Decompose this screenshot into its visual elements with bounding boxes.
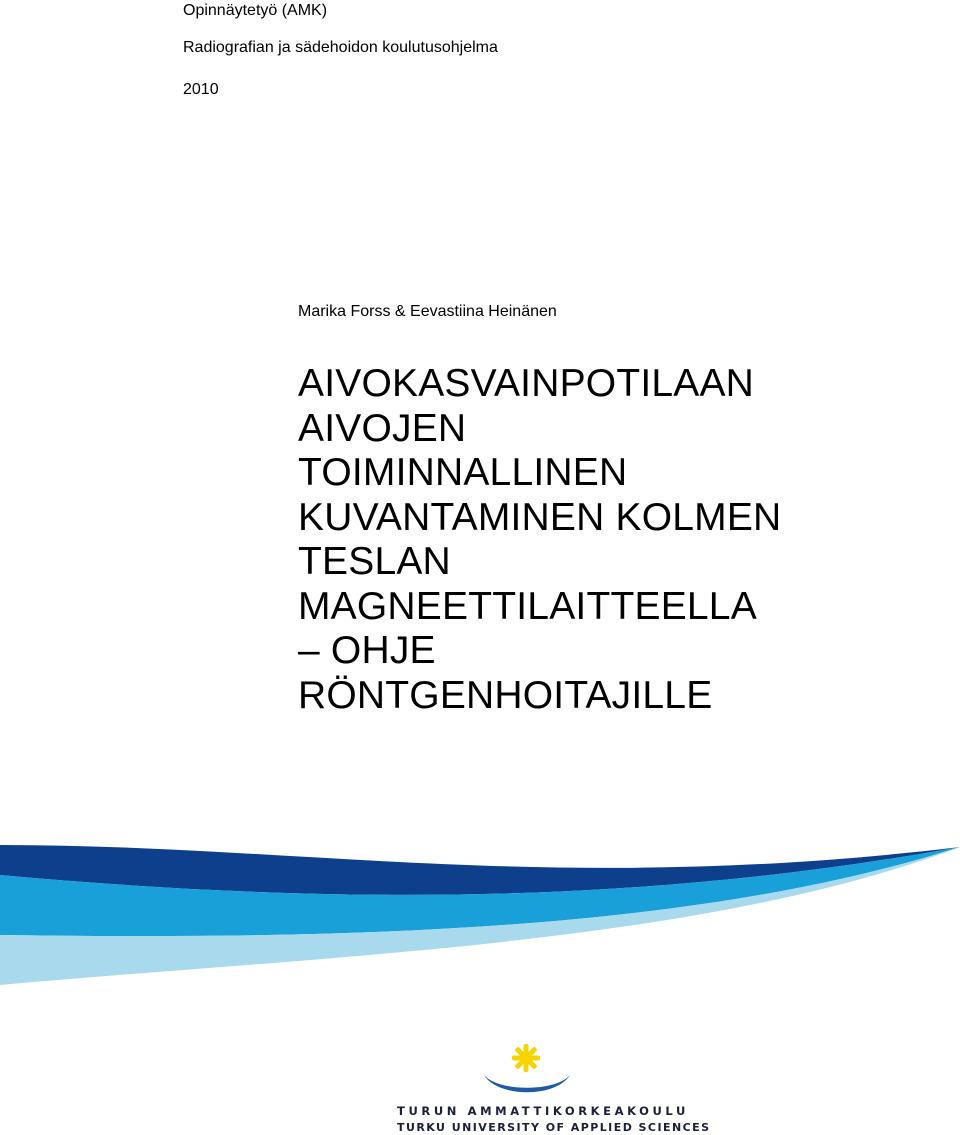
institution-name-en: TURKU UNIVERSITY OF APPLIED SCIENCES <box>397 1121 711 1134</box>
title-line: RÖNTGENHOITAJILLE <box>298 673 713 717</box>
program-label: Radiografian ja sädehoidon koulutusohjelma <box>183 39 498 56</box>
arc-icon <box>484 1075 570 1092</box>
thesis-title <box>298 362 938 718</box>
year-label: 2010 <box>183 81 219 98</box>
degree-label: Opinnäytetyö (AMK) <box>183 2 328 19</box>
title-line: MAGNEETTILAITTEELLA <box>298 584 757 628</box>
title-line: KUVANTAMINEN KOLMEN <box>298 495 782 539</box>
decorative-waves <box>0 835 960 995</box>
title-line: AIVOKASVAINPOTILAAN <box>298 362 755 405</box>
title-line: AIVOJEN <box>298 406 467 450</box>
logo-emblem <box>380 1030 680 1102</box>
star-icon <box>512 1044 540 1072</box>
institution-name-fi: TURUN AMMATTIKORKEAKOULU <box>397 1104 689 1118</box>
title-line: TOIMINNALLINEN <box>298 451 628 494</box>
institution-logo <box>380 1030 711 1134</box>
title-line: TESLAN <box>298 540 451 583</box>
title-line: – OHJE <box>298 629 436 672</box>
authors: Marika Forss & Eevastiina Heinänen <box>298 303 557 320</box>
